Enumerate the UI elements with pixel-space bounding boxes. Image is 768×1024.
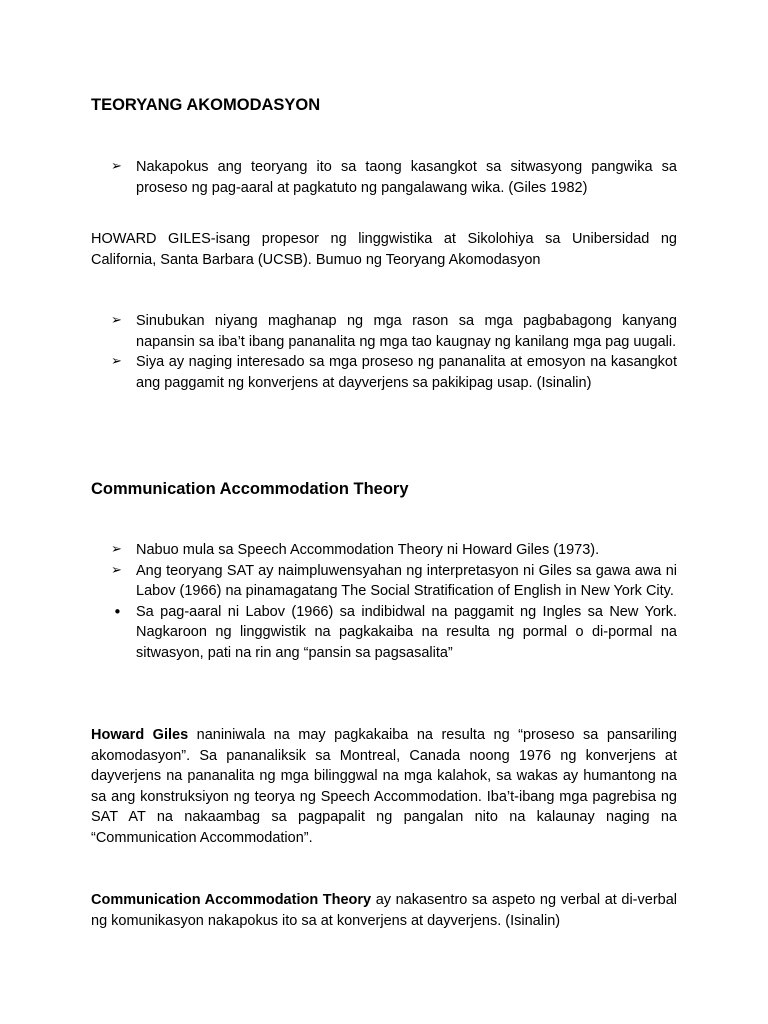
bullet-list-1 bbox=[91, 157, 677, 198]
arrow-bullet-icon: ➢ bbox=[111, 354, 122, 369]
dot-bullet-icon: • bbox=[113, 602, 122, 621]
paragraph-howard-giles bbox=[91, 725, 677, 848]
list-item bbox=[91, 602, 677, 664]
arrow-bullet-icon: ➢ bbox=[111, 542, 122, 557]
bullet-list-2 bbox=[91, 311, 677, 393]
list-item-text: Sinubukan niyang maghanap ng mga rason sa mga pagbabagong kanyang napansin sa iba’t ibang pananalita ng mga tao kaugnay ng kanilang mga pag uugali. bbox=[136, 313, 677, 350]
heading-communication-accommodation-theory: Communication Accommodation Theory bbox=[91, 480, 409, 498]
paragraph-text: naniniwala na may pagkakaiba na resulta ng “proseso sa pansariling akomodasyon”. Sa pananaliksik sa Montreal, Canada noong 1976 ng konverjens at dayverjens na pananalita ng mga bilinggwal na mga kalahok, sa wakas ay humantong na sa ang konstruksiyon ng teorya ng Speech Accommodation. Iba’t-ibang mga pagrebisa ng SAT AT na nakaambag sa pagpapalit ng pangalan nito na kalaunay naging na “Communication Accommodation”. bbox=[91, 727, 677, 846]
bold-term-cat: Communication Accommodation Theory bbox=[91, 892, 372, 908]
arrow-bullet-icon: ➢ bbox=[111, 313, 122, 328]
paragraph-giles-intro: HOWARD GILES-isang propesor ng linggwistika at Sikolohiya sa Unibersidad ng California, Santa Barbara (UCSB). Bumuo ng Teoryang Akomodasyon bbox=[91, 231, 677, 268]
list-item-text: Nabuo mula sa Speech Accommodation Theory ni Howard Giles (1973). bbox=[136, 542, 600, 558]
list-item-text: Siya ay naging interesado sa mga proseso ng pananalita at emosyon na kasangkot ang paggamit ng konverjens at dayverjens sa pakikipag usap. (Isinalin) bbox=[136, 354, 677, 391]
bold-term-howard-giles: Howard Giles bbox=[91, 727, 189, 743]
list-item-text: Nakapokus ang teoryang ito sa taong kasangkot sa sitwasyong pangwika sa proseso ng pag-aaral at pagkatuto ng pangalawang wika. (Giles 1982) bbox=[136, 159, 677, 196]
paragraph-cat-definition bbox=[91, 890, 677, 931]
list-item bbox=[91, 540, 677, 561]
list-item bbox=[91, 352, 677, 393]
heading-teoryang-akomodasyon: TEORYANG AKOMODASYON bbox=[91, 96, 321, 114]
list-item bbox=[91, 311, 677, 352]
list-item bbox=[91, 561, 677, 602]
paragraph-text: ay nakasentro sa aspeto ng verbal at di-verbal ng komunikasyon nakapokus ito sa at konverjens at dayverjens. (Isinalin) bbox=[91, 892, 677, 929]
arrow-bullet-icon: ➢ bbox=[111, 159, 122, 174]
bullet-list-3 bbox=[91, 540, 677, 663]
list-item-text: Ang teoryang SAT ay naimpluwensyahan ng interpretasyon ni Giles sa gawa awa ni Labov (1966) na pinamagatang The Social Stratification of English in New York City. bbox=[136, 562, 677, 599]
list-item bbox=[91, 157, 677, 198]
list-item-text: Sa pag-aaral ni Labov (1966) sa indibidwal na paggamit ng Ingles sa New York. Nagkaroon ng linggwistik na pagkakaiba na resulta ng pormal o di-pormal na sitwasyon, pati na rin ang “pansin sa pagsasalita” bbox=[136, 603, 677, 661]
arrow-bullet-icon: ➢ bbox=[111, 562, 122, 578]
